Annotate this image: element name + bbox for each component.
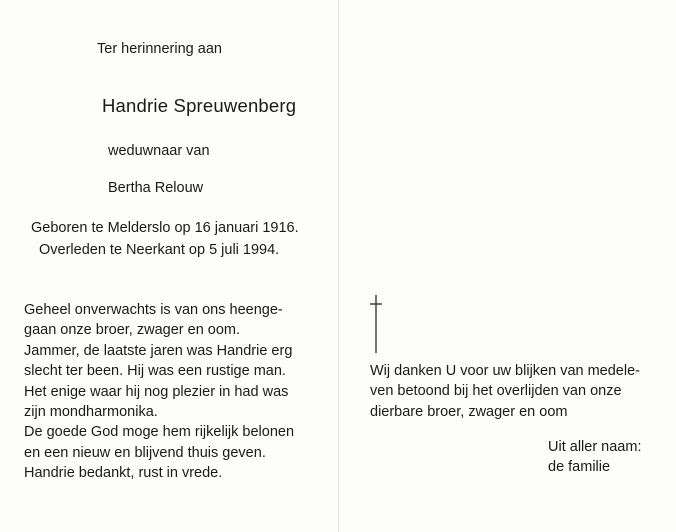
intro-text: Ter herinnering aan [97, 41, 222, 57]
signature-line: Uit aller naam: [548, 439, 642, 455]
cross-icon [370, 295, 382, 353]
thanks-text [370, 361, 640, 422]
verse-line: Het enige waar hij nog plezier in had was [24, 383, 289, 400]
spouse-name: Bertha Relouw [108, 180, 204, 196]
verse-line: Jammer, de laatste jaren was Handrie erg [24, 342, 293, 359]
memorial-verse [24, 300, 294, 484]
verse-line: slecht ter been. Hij was een rustige man. [24, 363, 286, 380]
thanks-line: ven betoond bij het overlijden van onze [370, 383, 622, 400]
verse-line: Geheel onverwachts is van ons heenge- [24, 302, 283, 318]
birth-line: Geboren te Melderslo op 16 januari 1916. [31, 220, 299, 236]
verse-line: gaan onze broer, zwager en oom. [24, 322, 241, 339]
fold-line [338, 0, 339, 532]
widower-text: weduwnaar van [108, 143, 210, 159]
death-line: Overleden te Neerkant op 5 juli 1994. [39, 242, 280, 258]
deceased-name: Handrie Spreuwenberg [102, 95, 297, 116]
verse-line: De goede God moge hem rijkelijk belonen [24, 424, 295, 441]
verse-line: Handrie bedankt, rust in vrede. [24, 465, 223, 482]
thanks-line: Wij danken U voor uw blijken van medele- [370, 363, 640, 379]
thanks-line: dierbare broer, zwager en oom [370, 403, 568, 420]
verse-line: en een nieuw en blijvend thuis geven. [24, 444, 266, 461]
verse-line: zijn mondharmonika. [24, 404, 158, 421]
signature-family: de familie [548, 459, 611, 475]
